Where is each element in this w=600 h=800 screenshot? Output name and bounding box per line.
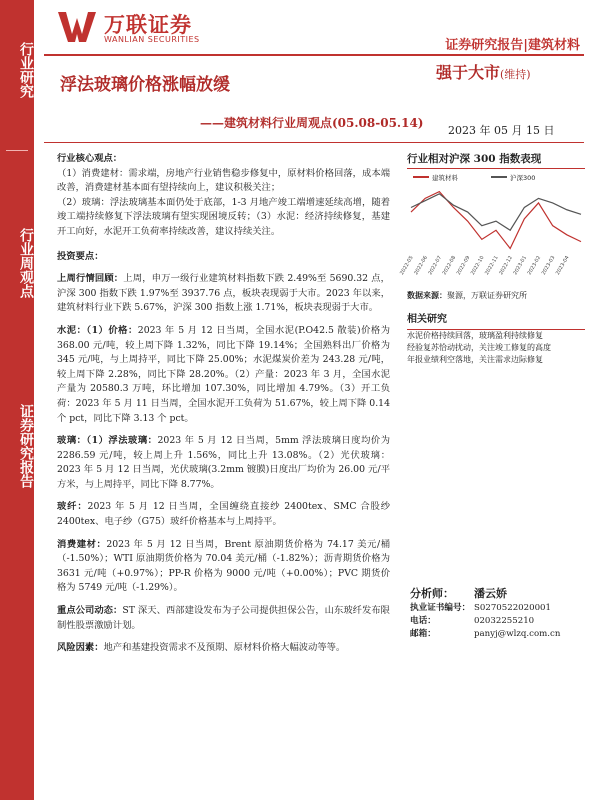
x-tick-label: 2022-07	[427, 255, 444, 277]
point-market-review	[57, 272, 390, 316]
analyst-name: 潘云娇	[474, 587, 507, 600]
sidebar-label-securities-report: 证券研究报告	[18, 404, 34, 488]
point-consumer-materials	[57, 538, 390, 596]
phone-label: 电话：	[410, 616, 436, 626]
x-tick-label: 2023-03	[540, 255, 557, 277]
legend-label-csi300: 沪深300	[510, 174, 536, 182]
point-risk	[57, 641, 390, 656]
x-tick-label: 2022-08	[441, 255, 458, 277]
wanlian-logo-icon	[58, 10, 96, 44]
rating-main: 强于大市	[436, 63, 501, 82]
point-text: 2023 年 5 月 12 日当周，5mm 浮法玻璃日度均价为 2286.59 元/吨，较上周上升 1.56%，同比上升 13.08%。（2）光伏玻璃：2023 年 5 月 12 日当周，光伏玻璃(3.2mm 镀膜)日度出厂均价为 26.00 元/平方米，与上周持平，同比下降 8.77%。	[57, 435, 390, 490]
point-cement	[57, 324, 390, 426]
core-item: （1）消费建材：需求端，房地产行业销售稳步修复中，原材料价格回落，成本端改善，消费建材基本面有望持续向上，建议积极关注；	[57, 167, 390, 194]
x-tick-label: 2022-11	[484, 255, 500, 277]
x-tick-label: 2022-05	[399, 255, 415, 277]
chart-legend	[407, 171, 585, 183]
header-divider	[44, 54, 584, 56]
main-content	[57, 152, 390, 656]
x-tick-label: 2023-02	[526, 255, 543, 277]
point-fiberglass	[57, 500, 390, 529]
email-label: 邮箱：	[410, 629, 436, 639]
phone-number: 02032255210	[474, 616, 535, 626]
point-text: 2023 年 5 月 12 日当周，全国缠绕直接纱 2400tex、SMC 合股纱 2400tex、电子纱（G75）玻纤价格基本与上周持平。	[57, 501, 390, 528]
right-column	[399, 152, 585, 366]
point-label: 玻纤：	[57, 501, 88, 513]
related-heading: 相关研究	[407, 314, 447, 325]
sidebar-label-weekly-view: 行业周观点	[18, 228, 34, 298]
performance-chart	[399, 183, 585, 281]
rating	[436, 60, 531, 83]
report-date: 2023 年 05 月 15 日	[448, 124, 555, 137]
point-glass	[57, 434, 390, 492]
legend-swatch-csi300	[491, 176, 507, 178]
x-tick-label: 2023-01	[512, 255, 529, 277]
series-line-0	[411, 192, 581, 249]
license-number: S0270522020001	[474, 603, 551, 613]
title-divider	[44, 142, 584, 143]
x-tick-label: 2022-10	[469, 255, 486, 277]
related-item[interactable]: 经验复苏恰动扰动，关注竣工修复的高度	[407, 343, 551, 352]
point-label: 重点公司动态：	[57, 605, 123, 617]
sidebar-label-industry-research: 行业研究	[18, 42, 34, 98]
chart-title: 行业相对沪深 300 指数表现	[407, 153, 542, 165]
series-line-1	[411, 194, 581, 230]
source-text: 聚源，万联证券研究所	[447, 291, 527, 300]
report-subtitle: ——建筑材料行业周观点(05.08-05.14)	[200, 116, 424, 130]
related-item[interactable]: 年报业绩利空落地，关注需求边际修复	[407, 355, 543, 364]
point-text: 地产和基建投资需求不及预期、原材料价格大幅波动等等。	[103, 642, 346, 654]
point-company-news	[57, 604, 390, 633]
point-label: 消费建材：	[57, 538, 107, 550]
chart-source	[407, 288, 585, 303]
point-label: 风险因素：	[57, 642, 104, 654]
rating-sub: (维持)	[500, 68, 531, 81]
chart-divider	[407, 168, 585, 169]
analyst-label: 分析师：	[410, 587, 454, 600]
x-tick-label: 2023-04	[554, 255, 571, 277]
points-heading: 投资要点：	[57, 250, 104, 262]
point-text: 2023 年 5 月 12 日当周，Brent 原油期货价格为 74.17 美元/桶（-1.50%）；WTI 原油期货价格为 70.04 美元/桶（-1.82%）；沥青期货价格为 3631 元/吨（+0.97%）；PP-R 价格为 9000 元/吨（+0.00%）；PVC 期货价格为 5749 元/吨（-1.29%）。	[57, 538, 390, 594]
point-label: 上周行情回顾：	[57, 273, 124, 285]
legend-label-materials: 建筑材料	[432, 174, 458, 182]
x-tick-label: 2022-09	[455, 255, 472, 277]
analyst-block	[410, 586, 585, 641]
core-heading: 行业核心观点：	[57, 153, 123, 164]
point-label: 水泥：（1）价格：	[57, 324, 138, 336]
email-address[interactable]: panyj@wlzq.com.cn	[474, 629, 561, 639]
point-label: 玻璃：（1）浮法玻璃：	[57, 435, 158, 447]
sidebar-divider	[6, 150, 28, 151]
report-type: 证券研究报告|建筑材料	[445, 38, 580, 53]
x-tick-label: 2022-12	[498, 255, 514, 277]
report-title: 浮法玻璃价格涨幅放缓	[60, 75, 230, 95]
logo-text-en: WANLIAN SECURITIES	[104, 35, 200, 44]
point-text: 2023 年 5 月 12 日当周，全国水泥(P.O42.5 散装)价格为 368.00 元/吨，较上周下降 1.32%，同比下降 19.14%；全国熟料出厂价格为 345 元/吨，与上周持平，同比下降 25.00%；水泥煤炭价差为 243.28 元/吨，较上周下降 2.28%，同比下降 28.20%。（2）产量：2023 年 3 月，全国水泥产量为 20580.3 万吨，环比增加 107.30%，同比增加 4.79%。（3）开工负荷：2023 年 5 月 11 日当周，全国水泥开工负荷为 51.67%，较上周下降 0.14 个 pct，同比下降 3.13 个 pct。	[57, 324, 390, 424]
legend-swatch-materials	[413, 176, 429, 178]
core-item: （2）玻璃：浮法玻璃基本面仍处于底部，1-3 月地产竣工端增速延续高增，随着竣工端持续修复下浮法玻璃有望实现困境反转；（3）水泥：经济持续修复，基建开工向好，水泥开工负荷率持续改善，建议持续关注。	[57, 196, 390, 237]
license-label: 执业证书编号：	[410, 603, 471, 613]
x-tick-label: 2022-06	[413, 255, 429, 277]
sidebar-band	[0, 0, 34, 800]
related-item[interactable]: 水泥价格持续回落，玻璃盈利持续修复	[407, 331, 543, 340]
point-text: 上周，申万一级行业建筑材料指数下跌 2.49%至 5690.32 点，沪深 300 指数下跌 1.97%至 3937.76 点，板块表现弱于大市。2023 年以来，建筑材料行业下跌 5.67%，沪深 300 指数上涨 1.71%，板块表现弱于大市。	[57, 273, 390, 314]
point-text: ST 深天、西部建设发布为子公司提供担保公告，山东玻纤发布限制性股票激励计划。	[57, 605, 390, 631]
logo-text-cn: 万联证券	[104, 13, 192, 37]
source-label: 数据来源：	[407, 290, 447, 300]
